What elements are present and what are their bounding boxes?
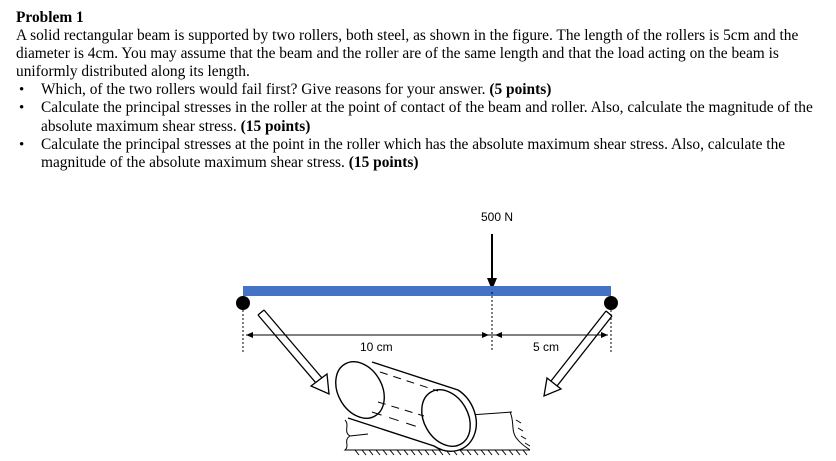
- left-roller-pin: [236, 296, 250, 310]
- left-dimension-label: 10 cm: [360, 340, 393, 354]
- load-label: 500 N: [481, 210, 514, 224]
- problem-title: Problem 1: [16, 9, 84, 26]
- question-points: (15 points): [240, 117, 311, 135]
- roller-cylinder: [326, 353, 480, 455]
- left-pointer-arrow: [258, 310, 329, 394]
- dim-arrow-center-right: [495, 332, 502, 338]
- right-roller-pin: [604, 296, 618, 310]
- dim-arrow-right: [601, 332, 608, 338]
- bullet-icon: •: [19, 136, 25, 153]
- bullet-icon: •: [19, 100, 25, 117]
- beam: [243, 286, 611, 296]
- bullet-icon: •: [19, 82, 25, 99]
- question-points: (5 points): [489, 81, 552, 99]
- question-text: Calculate the principal stresses in the roller at the point of contact of the beam and roller. Also, calculate the magnitude of the absolute maximum shear stress.: [41, 99, 813, 135]
- dim-arrow-left: [246, 332, 253, 338]
- question-text: Calculate the principal stresses at the point in the roller which has the absolute maximum shear stress. Also, calculate the magnitude of the absolute maximum shear stress.: [41, 135, 786, 171]
- dim-arrow-center-left: [482, 332, 489, 338]
- question-points: (15 points): [348, 153, 419, 171]
- problem-intro: A solid rectangular beam is supported by two rollers, both steel, as shown in the figure. The length of the rollers is 5cm and the diameter is 4cm. You may assume that the beam and the roller are of the same length and that the load acting on the beam is uniformly distributed along its length.: [16, 27, 799, 81]
- right-dimension-label: 5 cm: [533, 340, 560, 354]
- question-text: Which, of the two rollers would fail first? Give reasons for your answer.: [41, 81, 486, 99]
